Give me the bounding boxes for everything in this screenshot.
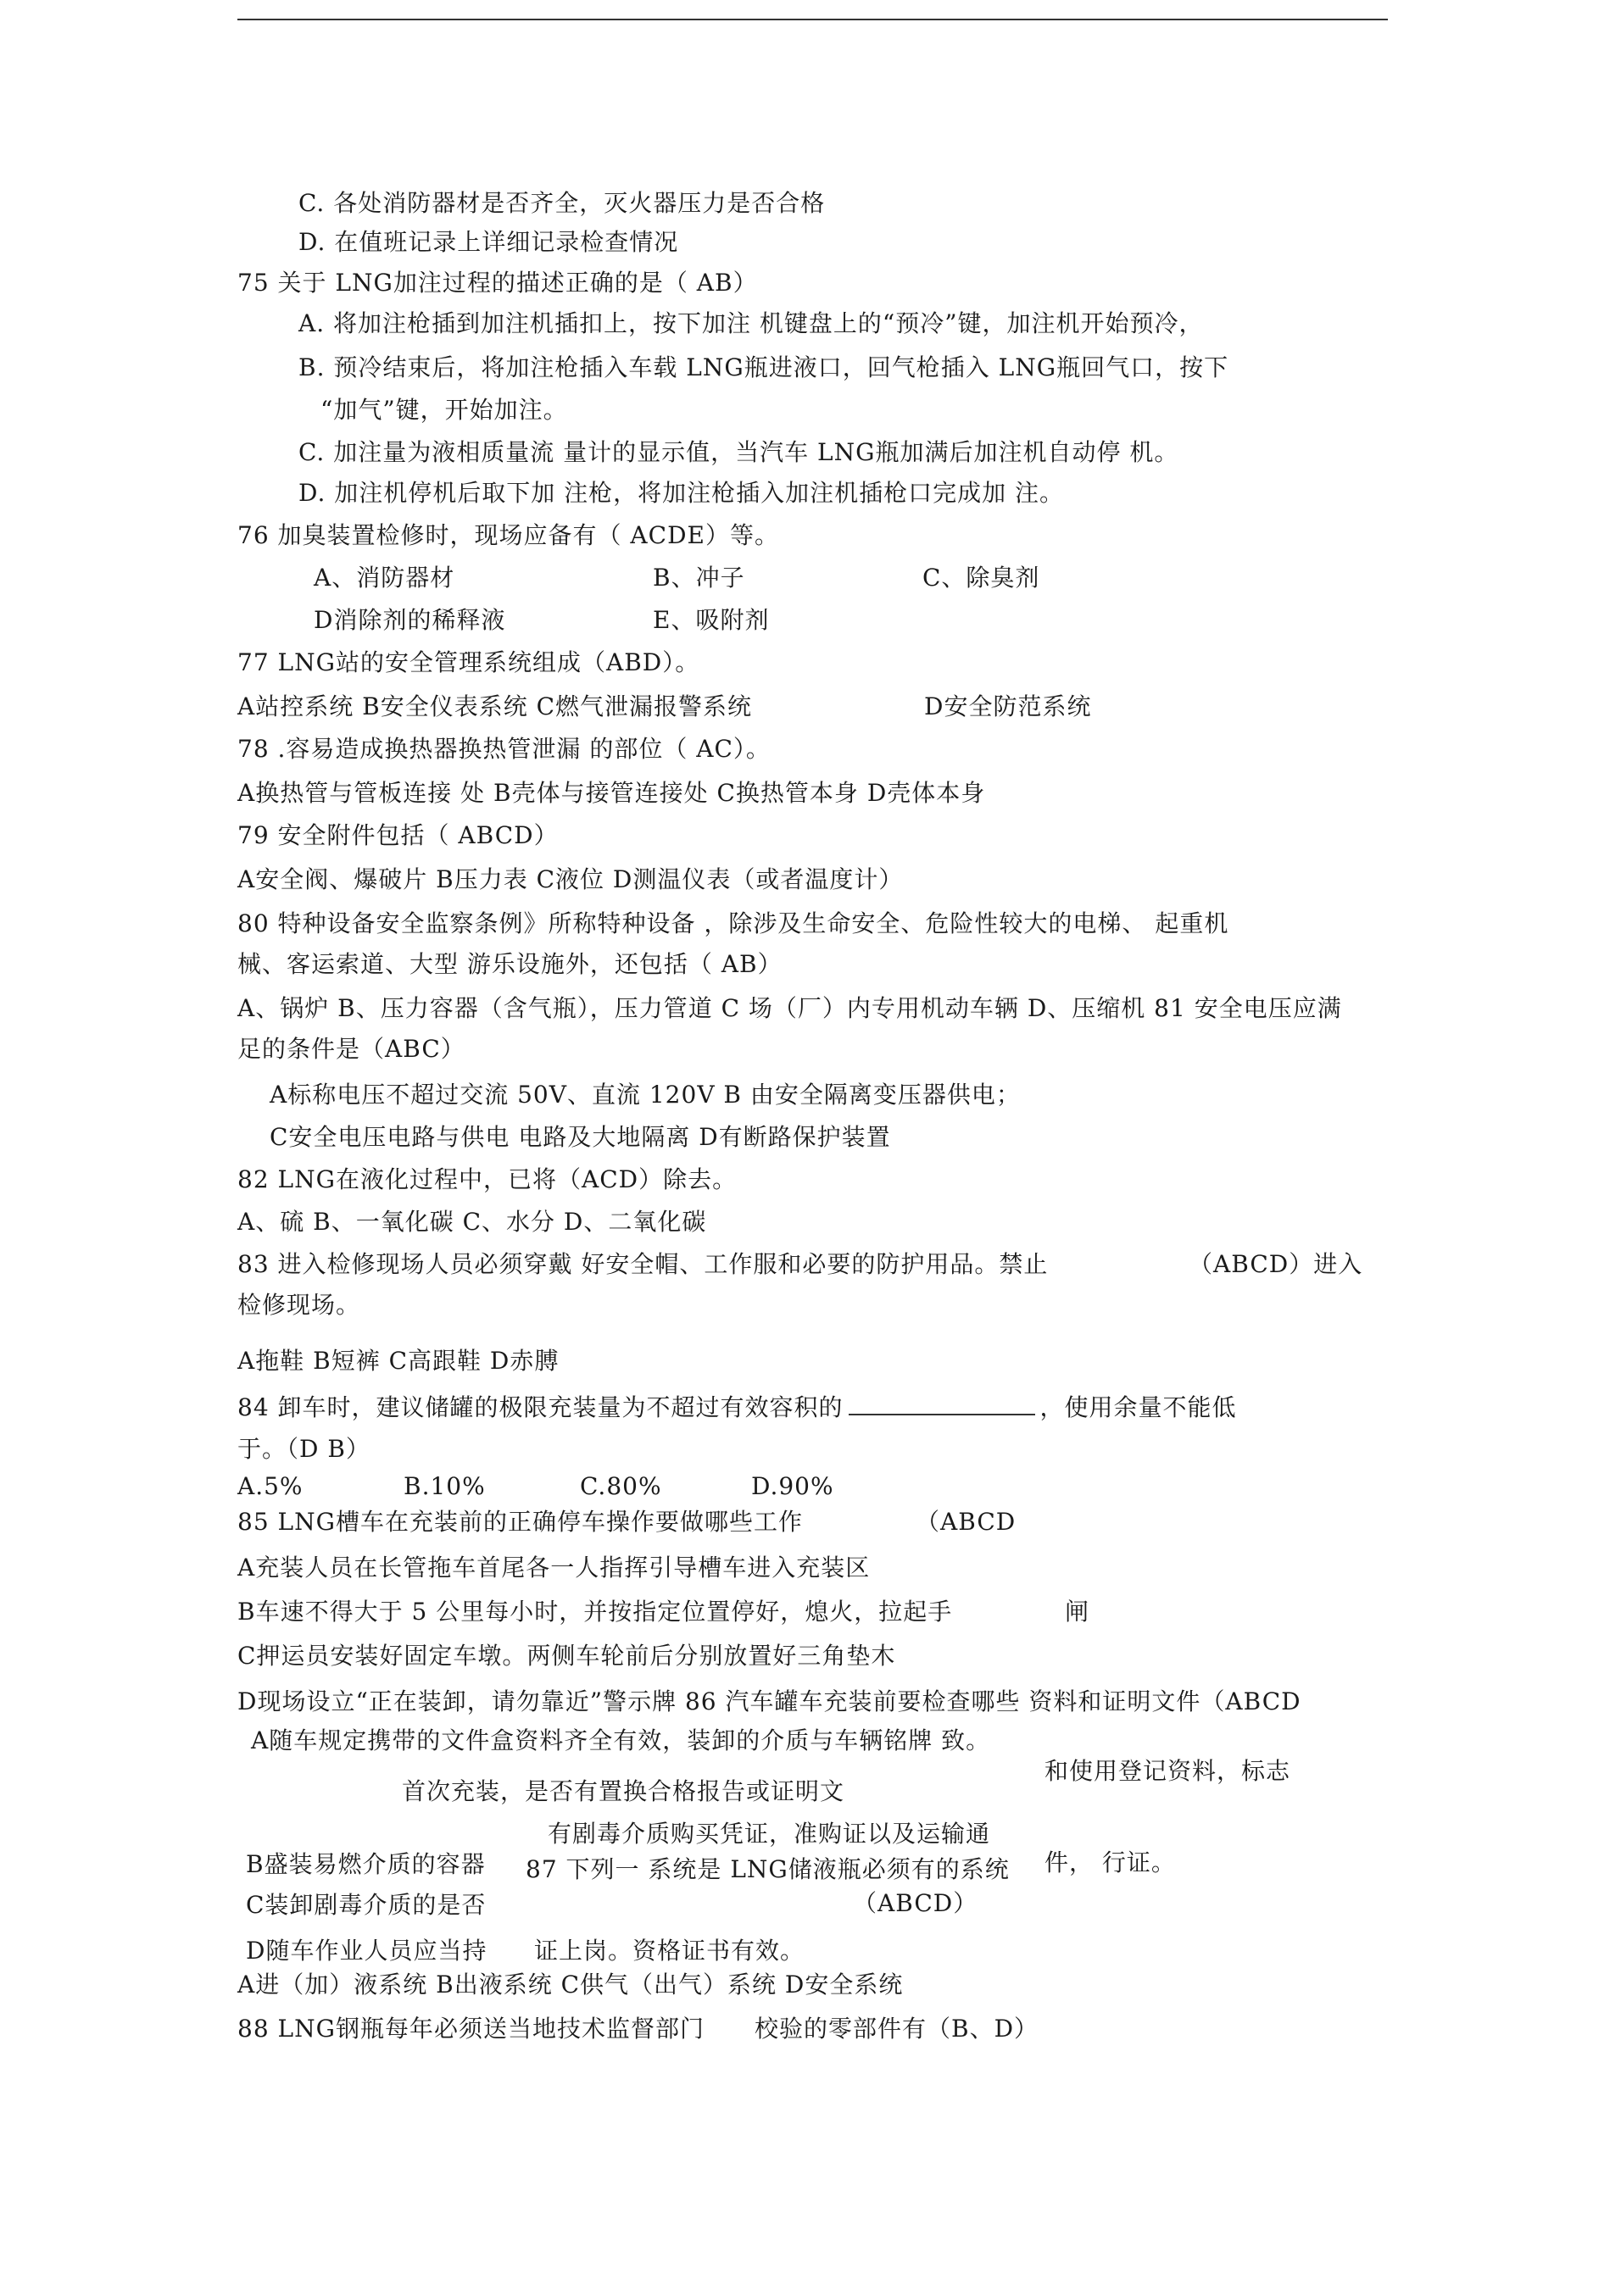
question-87: 87 下列一 系统是 LNG储液瓶必须有的系统 (526, 1855, 1010, 1883)
text-line: 和使用登记资料，标志 (1044, 1757, 1291, 1785)
option: A、锅炉 B、压力容器（含气瓶），压力管道 C 场（厂）内专用机动车辆 D、压缩机 81 安全电压应满 (237, 994, 1342, 1022)
option: E、吸附剂 (653, 606, 770, 634)
option: A换热管与管板连接 处 B壳体与接管连接处 C换热管本身 D壳体本身 (237, 779, 986, 807)
text-line: A. 将加注枪插到加注机插扣上，按下加注 机键盘上的“预冷”键，加注机开始预冷， (298, 309, 1204, 337)
option: A、硫 B、一氧化碳 C、水分 D、二氧化碳 (237, 1208, 707, 1236)
question-88: 88 LNG钢瓶每年必须送当地技术监督部门 (237, 2015, 705, 2043)
question-77: 77 LNG站的安全管理系统组成（ABD）。 (237, 648, 700, 676)
question-84 (237, 1392, 1237, 1423)
text-line: C. 加注量为液相质量流 量计的显示值，当汽车 LNG瓶加满后加注机自动停 机。 (298, 438, 1179, 466)
text-line: “加气”键，开始加注。 (320, 396, 568, 424)
text-line: （ABCD (916, 1508, 1017, 1536)
option: A标称电压不超过交流 50V、直流 120V B 由安全隔离变压器供电； (270, 1081, 1021, 1109)
option: B、冲子 (653, 564, 745, 592)
question-84-tail: ，使用余量不能低 (1039, 1393, 1237, 1421)
header-rule (237, 19, 1388, 20)
option: A.5% (237, 1472, 304, 1500)
text-line: 证上岗。资格证书有效。 (534, 1937, 805, 1965)
text-line: D. 加注机停机后取下加 注枪，将加注枪插入加注机插枪口完成加 注。 (298, 479, 1065, 507)
text-line: B. 预冷结束后，将加注枪插入车载 LNG瓶进液口，回气枪插入 LNG瓶回气口，按下 (298, 353, 1229, 381)
question-78: 78 .容易造成换热器换热管泄漏 的部位（ AC）。 (237, 735, 771, 763)
option: D.90% (751, 1472, 834, 1500)
option: D随车作业人员应当持 (246, 1937, 487, 1965)
question-76: 76 加臭装置检修时，现场应备有（ ACDE）等。 (237, 521, 779, 549)
option: A充装人员在长管拖车首尾各一人指挥引导槽车进入充装区 (237, 1554, 871, 1582)
text-line: 闸 (1065, 1598, 1090, 1626)
question-79: 79 安全附件包括（ ABCD） (237, 821, 559, 849)
option: D安全防范系统 (924, 692, 1092, 720)
text-line: （ABCD）进入 (1189, 1250, 1363, 1278)
option: B.10% (404, 1472, 486, 1500)
option: A随车规定携带的文件盒资料齐全有效，装卸的介质与车辆铭牌 致。 (251, 1726, 991, 1754)
text-line: 首次充装，是否有置换合格报告或证明文 (402, 1777, 845, 1805)
option: D现场设立“正在装卸，请勿靠近”警示牌 86 汽车罐车充装前要检查哪些 资料和证明文件（ABCD (237, 1687, 1301, 1715)
question-82: 82 LNG在液化过程中，已将（ACD）除去。 (237, 1165, 738, 1193)
text-line: 有剧毒介质购买凭证，准购证以及运输通 (548, 1820, 991, 1848)
answer-blank (849, 1392, 1035, 1415)
text-line: 足的条件是（ABC） (237, 1035, 465, 1063)
text-line: 件， 行证。 (1044, 1848, 1176, 1876)
text-line: （ABCD） (853, 1889, 978, 1917)
option: A安全阀、爆破片 B压力表 C液位 D测温仪表（或者温度计） (237, 865, 904, 893)
text-line: 校验的零部件有（B、D） (755, 2015, 1039, 2043)
option: C、除臭剂 (922, 564, 1040, 592)
option: C安全电压电路与供电 电路及大地隔离 D有断路保护装置 (270, 1123, 891, 1151)
option: A站控系统 B安全仪表系统 C燃气泄漏报警系统 (237, 692, 753, 720)
option: C.80% (580, 1472, 662, 1500)
question-83: 83 进入检修现场人员必须穿戴 好安全帽、工作服和必要的防护用品。禁止 (237, 1250, 1049, 1278)
option: D消除剂的稀释液 (314, 606, 506, 634)
option: C装卸剧毒介质的是否 (246, 1891, 487, 1919)
text-line: D. 在值班记录上详细记录检查情况 (298, 228, 679, 256)
option: C押运员安装好固定车墩。两侧车轮前后分别放置好三角垫木 (237, 1642, 896, 1670)
option: A拖鞋 B短裤 C高跟鞋 D赤膊 (237, 1347, 560, 1375)
question-84-text: 84 卸车时，建议储罐的极限充装量为不超过有效容积的 (237, 1393, 844, 1421)
text-line: 检修现场。 (237, 1291, 361, 1319)
question-80: 80 特种设备安全监察条例》所称特种设备 ，除涉及生命安全、危险性较大的电梯、 起重机 (237, 909, 1229, 937)
option: A进（加）液系统 B出液系统 C供气（出气）系统 D安全系统 (237, 1971, 904, 1999)
option: B盛装易燃介质的容器 (246, 1850, 486, 1878)
text-line: 械、客运索道、大型 游乐设施外，还包括（ AB） (237, 950, 783, 978)
option: A、消防器材 (314, 564, 455, 592)
option: B车速不得大于 5 公里每小时，并按指定位置停好，熄火，拉起手 (237, 1598, 953, 1626)
text-line: 于。（D B） (237, 1435, 370, 1463)
question-85: 85 LNG槽车在充装前的正确停车操作要做哪些工作 (237, 1508, 803, 1536)
question-75: 75 关于 LNG加注过程的描述正确的是（ AB） (237, 269, 758, 297)
text-line: C. 各处消防器材是否齐全，灭火器压力是否合格 (298, 189, 826, 217)
